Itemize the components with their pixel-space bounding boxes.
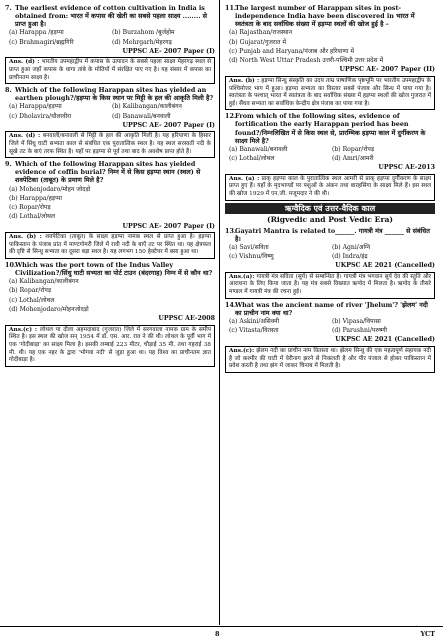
question-text: Gayatri Mantra is related to______. गायत्री मंत्र ______ से संबंधित है। <box>235 226 430 243</box>
answer-text: झेलम नदी का प्राचीन नाम वितस्ता था। झेलम सिन्धु की एक महत्वपूर्ण सहायक नदी है जो कश्मीर की घाटी में वेरीनाग झरने से निकलती है और पीर पंजाल से होकर पाकिस्तान में प्रवेश करती है तथा झंग में जाकर चिनाब में मिलती है। <box>229 347 431 370</box>
answer-label: Ans. (d) : <box>9 59 40 66</box>
question-text: Which of the following Harappan sites has yielded evidence of coffin burial? निम्न में से किस हड़प्पा स्थान (स्थल) से शवपेटिका (ताबूत) के प्रमाण मिले है? <box>15 160 201 185</box>
question <box>5 261 215 277</box>
question-number: 9. <box>5 160 12 169</box>
option: (b) Burzahom /बुर्जहोम <box>112 29 175 37</box>
answer-box <box>5 131 215 158</box>
question-number: 10. <box>5 260 17 269</box>
question <box>225 227 435 243</box>
question <box>225 301 435 317</box>
option: (c) Dholavira/धौलावीरा <box>9 112 72 120</box>
option: (d) Parushni/परुष्णी <box>332 327 387 335</box>
option: (b) Kalibangan/कालीबंगन <box>112 103 182 111</box>
answer-label: Ans. (a) : <box>229 175 260 182</box>
question-text: Which of the following Harappan sites has yielded an earthen plough?/हड़प्पा के किस स्थान पर मिट्टी के हल की आकृति मिली है? <box>15 86 214 103</box>
answer-box <box>5 232 215 259</box>
options <box>225 28 435 65</box>
answer-text: हड़प्पा सिन्धु संस्कृति का उदय ताम्र पाषाणिक पृष्ठभूमि पर भारतीय उपमहाद्वीप के पश्चिमोत्तर भाग में हुआ। हड़प्पा सभ्यता का विस्तार सबसे पंजाब और सिन्ध में पाया गया है। स्वतंत्रता के पश्चात् भारत में स्वतंत्रता के बाद सर्वाधिक संख्या में हड़प्पा स्थलों की खोज गुजरात में हुई। सैंधव सभ्यता का सर्वाधिक केन्द्रीय क्षेत्र पंजाब का पाया गया है। <box>229 77 431 107</box>
options <box>225 145 435 164</box>
option: (b) Ropar/रोपड़ <box>332 145 375 153</box>
question-text: Which was the port town of the Indus Valley Civilization?/सिंधु घाटी सभ्यता का पोर्ट टाउन (बंदरगाह) निम्न में से कौन था? <box>15 260 213 278</box>
left-column <box>5 4 215 369</box>
answer-text: लोथल या दौला अहमदाबाद (गुजरात) जिले में सरगवाला नामक ग्राम के समीप स्थित है। इस स्थल की खोज सन् 1954 में डॉ. एस. आर. राव ने की थी। लोथल के पूर्वी भाग में एक 'गोदीबाड़ा' का साक्ष्य मिला है। इसकी लम्बाई 223 मीटर, चौड़ाई 35 मी. तथा गहराई 38 मी. थी। यह एक नहर के द्वारा 'भोगवा नदी' से जुड़ा हुआ था। यह विश्व का प्राचीनतम ज्ञात गोदीबाड़ा है। <box>9 326 212 364</box>
answer-label: Ans.(c): <box>229 347 255 354</box>
question-block <box>225 227 435 299</box>
answer-box <box>225 346 435 373</box>
question <box>5 4 215 28</box>
option: (d) Indra/इंद्र <box>332 253 368 261</box>
question-number: 13. <box>225 226 237 235</box>
exam-source: UKPSC AE 2021 (Cancelled) <box>335 336 435 344</box>
options <box>5 28 215 47</box>
answer-text: प्राक् हड़प्पा काल के पुरातात्विक स्थल आमरी से प्राक् हड़प्पा दुर्गीकरण के साक्ष्य प्राप्त हुए हैं। यहाँ के मृदभाण्डों पर पशुओं के अंकन तथा बारहसिंगा के साक्ष्य मिले हैं। इस स्थल की खोज 1929 में एन.जी. मजूमदार ने की थी। <box>229 175 432 197</box>
exam-source: UPPSC AE-2013 <box>378 164 435 172</box>
answer-text: भारतीय उपमहाद्वीप में कपास के उत्पादन के सबसे पहला साक्ष्य मेहरगढ़ स्थल से प्राप्त हुआ जहाँ कपास के धागा तांबे के मोतियों में संरक्षित पाए गए है। यह संसार में कपास का प्राचीनतम साक्ष्य है। <box>9 59 211 81</box>
answer-label: Ans.(c) : <box>9 326 38 333</box>
option: (d) North West Uttar Pradesh उत्तरी-पश्चिमी उत्तर प्रदेश में <box>229 57 384 65</box>
section-banner-english: (Rigvedic and Post Vedic Era) <box>267 214 393 224</box>
section-banner: ऋग्वैदिक एवं उत्तर-वैदिक काल <box>225 203 435 214</box>
option: (c) Lothal/लोथल <box>9 296 55 304</box>
question-block <box>5 86 215 158</box>
options <box>225 317 435 336</box>
question-number: 7. <box>5 4 12 12</box>
option: (a) Kalibangan/कालीबंगन <box>9 278 79 286</box>
question-text: The largest number of Harappan sites in post-independence India have been discovered in भारत में स्वतंत्रता के बाद सर्वाधिक संख्या में हड़प्पा स्थलों की खोज हुई है – <box>235 4 415 29</box>
publisher-logo: YCT <box>420 630 435 638</box>
question-text: What was the ancient name of river 'Jhelum'? 'झेलम' नदी का प्राचीन नाम क्या था? <box>235 300 428 317</box>
question-text: The earliest evidence of cotton cultivation in India is obtained from: भारत में कपास की खेती का सबसे पहला साक्ष्य ........ से प्राप्त हुआ है। <box>15 4 207 29</box>
options <box>5 277 215 314</box>
option: (c) Lothal/लोथल <box>229 155 275 163</box>
question-block <box>5 261 215 367</box>
question-block <box>225 112 435 200</box>
option: (b) Ropar/रोपड़ <box>9 287 52 295</box>
question-block <box>5 4 215 84</box>
question-number: 14. <box>225 300 237 309</box>
question-block <box>5 160 215 259</box>
option: (d) Mohenjodaro/मोहनजोदड़ो <box>9 306 89 314</box>
exam-source: UPPSC AE-2008 <box>158 315 215 323</box>
option: (a) Askini/असिक्नी <box>229 317 280 325</box>
exam-source: UPPSC AE- 2007 Paper (I) <box>122 222 215 230</box>
option: (a) Harappa /हड़प्पा <box>9 29 64 37</box>
option: (c) Punjab and Haryana/पंजाब और हरियाणा में <box>229 47 354 55</box>
exam-source: UPPSC AE- 2007 Paper (I) <box>122 47 215 55</box>
option: (c) Brahmagiri/ब्रह्मगिरि <box>9 38 74 46</box>
answer-text: गायत्री मंत्र सविता (सूर्य) से सम्बन्धित है। गायत्री मंत्र भगवान सूर्य देव की स्तुति और आराधना के लिए किया जाता है। यह मंत्र सबसे विख्यात ऋग्वेद में मिलता है। ऋग्वेद के तीसरे मण्डल में गायत्री मंत्र की रचना हुई। <box>229 273 431 296</box>
answer-box <box>5 57 215 84</box>
question-block <box>225 4 435 110</box>
page-footer <box>0 626 443 641</box>
page-number: 8 <box>215 630 220 638</box>
options <box>5 102 215 121</box>
options <box>225 243 435 262</box>
option: (a) Harappa/हड़प्पा <box>9 103 62 111</box>
question-block <box>225 301 435 373</box>
option: (d) Mehrgarh/मेहरगढ़ <box>112 38 172 46</box>
option: (a) Rajasthan/राजस्थान <box>229 29 293 37</box>
column-divider <box>219 0 220 625</box>
option: (c) Vitasta/वितस्ता <box>229 327 279 335</box>
option: (a) Banawali/बनावली <box>229 145 288 153</box>
question-number: 8. <box>5 86 12 95</box>
option: (d) Banawali/बनवाली <box>112 112 171 120</box>
answer-label: Ans. (d) : <box>9 133 41 140</box>
question-text: From which of the following sites, evidence of fortification the early Harappan period has been found?/निम्नलिखित में से किस स्थल से, प्रारम्भिक हड़प्पा काल में दुर्गीकरण के साक्ष्य मिले है? <box>235 112 426 145</box>
option: (c) Vishnu/विष्णु <box>229 253 274 261</box>
option: (b) Gujarat/गुजरात में <box>229 38 287 46</box>
option: (b) Harappa/हड़प्पा <box>9 194 62 202</box>
answer-box <box>5 325 215 367</box>
answer-text: शवपेटिका (ताबूत) के साक्ष्य हड़प्पा नामक स्थल से प्राप्त हुआ है। हड़प्पा पाकिस्तान के पंजाब प्रांत में माण्टगोमरी जिले में रावी नदी के बाएँ तट पर स्थित था। यह क्षेत्रफल की दृष्टि से सिन्धु सभ्यता का दूसरा बड़ा स्थल है। यह लगभग 150 हेक्टेयर में बसा हुआ था। <box>9 234 211 256</box>
question-number: 12. <box>225 112 237 121</box>
question <box>225 4 435 28</box>
question <box>5 160 215 184</box>
exam-source: UPPSC AE- 2007 Paper (II) <box>339 66 435 74</box>
option: (c) Ropar/रोपड़ <box>9 204 51 212</box>
option: (a) Mohenjodaro/मोहन जोदड़ो <box>9 185 91 193</box>
question <box>225 112 435 144</box>
answer-label: Ans.(a): <box>229 273 255 280</box>
exam-source: UPPSC AE- 2007 Paper (I) <box>122 121 215 129</box>
option: (d) Amri/आमरी <box>332 155 374 163</box>
option: (d) Lothal/लोथल <box>9 213 56 221</box>
answer-label: Ans. (b) : <box>9 234 42 241</box>
question <box>5 86 215 102</box>
options <box>5 185 215 222</box>
answer-box <box>225 76 435 110</box>
answer-box <box>225 272 435 299</box>
answer-text: बनवाली/बनावली से मिट्टी के हल की आकृति मिली है। यह हरियाणा के हिसार जिले में सिंधु घाटी सभ्यता काल से संबंधित एक पुरातात्विक स्थल है। यह स्थल सरस्वती नदी के सूखे तट के बाएं तरफ स्थित है। यहाँ पर हड़प्पा से पूर्व तथा बाद के अवशेष प्राप्त होते हैं। <box>9 133 211 155</box>
answer-box <box>225 174 435 201</box>
option: (b) Vipasa/विपासा <box>332 317 381 325</box>
option: (a) Savi/सविता <box>229 243 269 251</box>
answer-label: Ans. (b) : <box>229 77 260 84</box>
exam-source: UKPSC AE 2021 (Cancelled) <box>335 262 435 270</box>
right-column <box>225 4 435 375</box>
option: (b) Agni/अग्नि <box>332 243 371 251</box>
question-number: 11. <box>225 4 237 12</box>
